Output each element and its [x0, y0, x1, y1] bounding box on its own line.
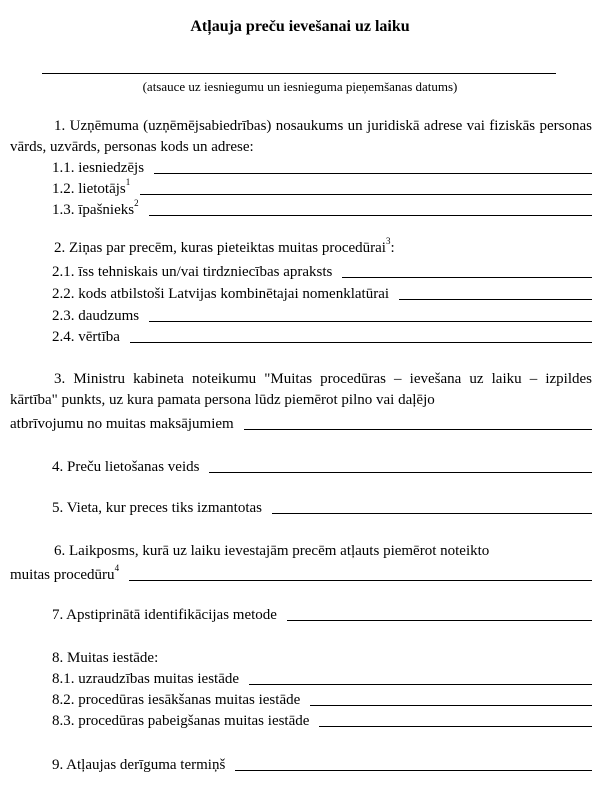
footnote-ref-1: 1 — [125, 177, 131, 187]
field-line-6[interactable] — [129, 580, 592, 581]
field-line-5[interactable] — [272, 513, 592, 514]
field-line-2-2[interactable] — [399, 299, 592, 300]
field-label-1-1: 1.1. iesniedzējs — [52, 160, 145, 176]
field-line-2-4[interactable] — [130, 342, 592, 343]
reference-caption: (atsauce uz iesniegumu un iesnieguma pieņemšanas datums) — [142, 79, 458, 94]
field-row-1-2 — [52, 178, 592, 198]
footnote-ref-4: 4 — [114, 563, 120, 573]
field-row-6 — [10, 564, 592, 584]
field-line-3[interactable] — [244, 429, 592, 430]
field-label-2-1: 2.1. īss tehniskais un/vai tirdzniecības apraksts — [52, 264, 333, 280]
footnote-ref-2: 2 — [134, 198, 139, 208]
field-row-2-4 — [52, 326, 592, 346]
section-3-text: 3. Ministru kabineta noteikumu "Muitas procedūras – ievešana uz laiku – izpildes kārtība" punkts, uz kura pamata persona lūdz piemērot pilno vai daļējo — [10, 371, 592, 408]
field-label-6: muitas procedūru$^4$ — [10, 563, 120, 583]
section-6-text: 6. Laikposms, kurā uz laiku ievestajām precēm atļauts piemērot noteikto — [54, 543, 490, 559]
field-label-8-1: 8.1. uzraudzības muitas iestāde — [52, 671, 240, 687]
field-row-3 — [10, 413, 592, 433]
field-line-8-3[interactable] — [319, 726, 592, 727]
field-line-1-3[interactable] — [149, 215, 592, 216]
field-line-7[interactable] — [287, 620, 592, 621]
section-2-text: 2. Ziņas par precēm, kuras pieteiktas muitas procedūrai$^3$: — [54, 236, 395, 256]
field-row-2-3 — [52, 305, 592, 325]
field-line-2-3[interactable] — [149, 321, 592, 322]
field-row-5 — [52, 497, 592, 517]
field-row-8-3 — [52, 710, 592, 730]
field-label-9: 9. Atļaujas derīguma termiņš — [52, 757, 226, 773]
field-line-4[interactable] — [209, 472, 592, 473]
field-line-8-2[interactable] — [310, 705, 592, 706]
field-row-4 — [52, 456, 592, 476]
field-label-4: 4. Preču lietošanas veids — [52, 459, 200, 475]
field-label-1-2: 1.2. lietotājs$^1$ — [52, 177, 131, 197]
field-label-5: 5. Vieta, kur preces tiks izmantotas — [52, 500, 263, 516]
field-line-2-1[interactable] — [342, 277, 592, 278]
document-title: Atļauja preču ievešanai uz laiku — [190, 18, 410, 35]
field-row-8-1 — [52, 668, 592, 688]
field-row-1-3 — [52, 199, 592, 219]
section-1-text: 1. Uzņēmuma (uzņēmējsabiedrības) nosaukums un juridiskā adrese vai fiziskās personas vārds, uzvārds, personas kods un adrese: — [10, 118, 592, 155]
field-row-2-1 — [52, 261, 592, 281]
field-row-1-1 — [52, 157, 592, 177]
field-label-2-4: 2.4. vērtība — [52, 329, 120, 345]
field-line-8-1[interactable] — [249, 684, 592, 685]
footnote-ref-3: 3 — [385, 236, 391, 246]
field-line-1-2[interactable] — [140, 194, 592, 195]
field-label-8-3: 8.3. procedūras pabeigšanas muitas iestāde — [52, 713, 310, 729]
field-label-2-2: 2.2. kods atbilstoši Latvijas kombinētajai nomenklatūrai — [52, 286, 390, 302]
field-label-2-3: 2.3. daudzums — [52, 308, 140, 324]
field-label-7: 7. Apstiprinātā identifikācijas metode — [52, 607, 277, 623]
field-row-8-2 — [52, 689, 592, 709]
reference-fill-line[interactable] — [42, 73, 556, 74]
field-row-9 — [52, 754, 592, 774]
field-line-9[interactable] — [235, 770, 592, 771]
section-8-header: 8. Muitas iestāde: — [52, 650, 159, 666]
field-line-1-1[interactable] — [154, 173, 592, 174]
field-row-7 — [52, 604, 592, 624]
field-label-8-2: 8.2. procedūras iesākšanas muitas iestāde — [52, 692, 301, 708]
field-label-3: atbrīvojumu no muitas maksājumiem — [10, 416, 234, 432]
field-row-2-2 — [52, 283, 592, 303]
field-label-1-3: 1.3. īpašnieks$^2$ — [52, 198, 139, 218]
